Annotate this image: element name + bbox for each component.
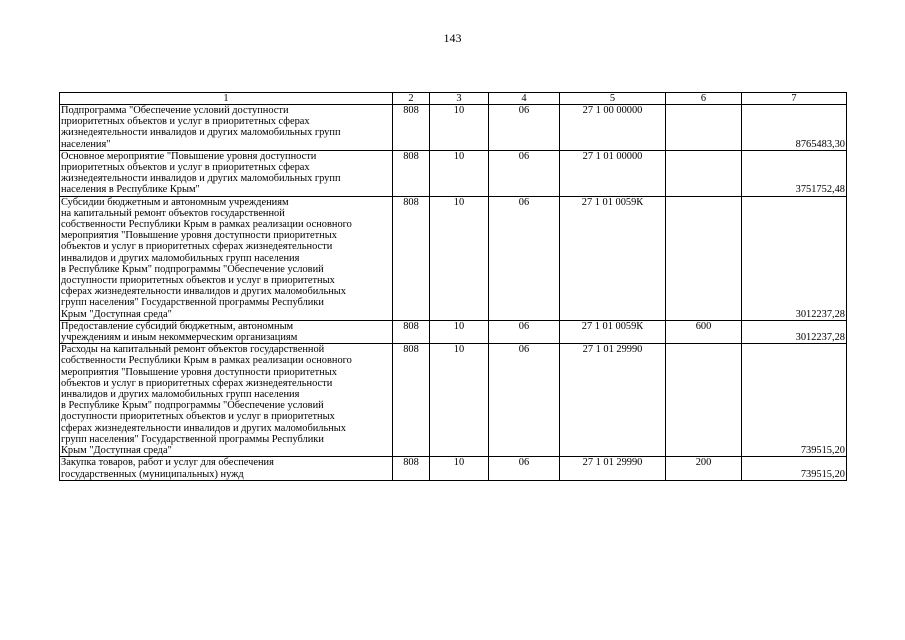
page-number: 143 <box>443 31 462 45</box>
ministry-code: 808 <box>393 457 430 480</box>
amount: 3012237,28 <box>742 196 847 320</box>
ministry-code: 808 <box>393 105 430 151</box>
target-article-code: 27 1 01 0059К <box>560 320 666 343</box>
column-header: 3 <box>430 93 489 105</box>
expense-type-code <box>666 105 742 151</box>
amount: 3751752,48 <box>742 150 847 196</box>
target-article-code: 27 1 01 29990 <box>560 457 666 480</box>
table-header-row <box>60 93 847 105</box>
target-article-code: 27 1 01 29990 <box>560 344 666 457</box>
expense-type-code <box>666 196 742 320</box>
expense-type-code: 200 <box>666 457 742 480</box>
table-row <box>60 320 847 343</box>
row-description: Субсидии бюджетным и автономным учреждениям на капитальный ремонт объектов государственной собственности Республики Крым в рамках реализации основного мероприятия "Повышение уровня доступности приоритетных объектов и услуг в приоритетных сферах жизнедеятельности инвалидов и других маломобильных групп населения в Республике Крым" подпрограммы "Обеспечение условий доступности приоритетных объектов и услуг в приоритетных сферах жизнедеятельности инвалидов и других маломобильных групп населения" Государственной программы Республики Крым "Доступная среда" <box>60 196 393 320</box>
column-header: 2 <box>393 93 430 105</box>
section-code: 10 <box>430 196 489 320</box>
row-description: Закупка товаров, работ и услуг для обеспечения государственных (муниципальных) нужд <box>60 457 393 480</box>
table-row <box>60 105 847 151</box>
ministry-code: 808 <box>393 150 430 196</box>
subsection-code: 06 <box>489 320 560 343</box>
target-article-code: 27 1 01 0059К <box>560 196 666 320</box>
ministry-code: 808 <box>393 196 430 320</box>
subsection-code: 06 <box>489 196 560 320</box>
section-code: 10 <box>430 344 489 457</box>
table-row <box>60 457 847 480</box>
table-row <box>60 196 847 320</box>
subsection-code: 06 <box>489 457 560 480</box>
expense-type-code: 600 <box>666 320 742 343</box>
target-article-code: 27 1 00 00000 <box>560 105 666 151</box>
column-header: 1 <box>60 93 393 105</box>
amount: 8765483,30 <box>742 105 847 151</box>
row-description: Предоставление субсидий бюджетным, автономным учреждениям и иным некоммерческим организациям <box>60 320 393 343</box>
target-article-code: 27 1 01 00000 <box>560 150 666 196</box>
section-code: 10 <box>430 105 489 151</box>
table-row <box>60 344 847 457</box>
section-code: 10 <box>430 457 489 480</box>
column-header: 6 <box>666 93 742 105</box>
row-description: Основное мероприятие "Повышение уровня доступности приоритетных объектов и услуг в приоритетных сферах жизнедеятельности инвалидов и других маломобильных групп населения в Республике Крым" <box>60 150 393 196</box>
column-header: 7 <box>742 93 847 105</box>
ministry-code: 808 <box>393 320 430 343</box>
expense-type-code <box>666 344 742 457</box>
amount: 739515,20 <box>742 457 847 480</box>
column-header: 4 <box>489 93 560 105</box>
row-description: Расходы на капитальный ремонт объектов государственной собственности Республики Крым в рамках реализации основного мероприятия "Повышение уровня доступности приоритетных объектов и услуг в приоритетных сферах жизнедеятельности инвалидов и других маломобильных групп населения в Республике Крым" подпрограммы "Обеспечение условий доступности приоритетных объектов и услуг в приоритетных сферах жизнедеятельности инвалидов и других маломобильных групп населения" Государственной программы Республики Крым "Доступная среда" <box>60 344 393 457</box>
table-row <box>60 150 847 196</box>
ministry-code: 808 <box>393 344 430 457</box>
column-header: 5 <box>560 93 666 105</box>
subsection-code: 06 <box>489 105 560 151</box>
section-code: 10 <box>430 150 489 196</box>
amount: 739515,20 <box>742 344 847 457</box>
subsection-code: 06 <box>489 344 560 457</box>
row-description: Подпрограмма "Обеспечение условий доступности приоритетных объектов и услуг в приоритетных сферах жизнедеятельности инвалидов и других маломобильных групп населения" <box>60 105 393 151</box>
budget-table <box>59 92 847 481</box>
section-code: 10 <box>430 320 489 343</box>
subsection-code: 06 <box>489 150 560 196</box>
amount: 3012237,28 <box>742 320 847 343</box>
expense-type-code <box>666 150 742 196</box>
